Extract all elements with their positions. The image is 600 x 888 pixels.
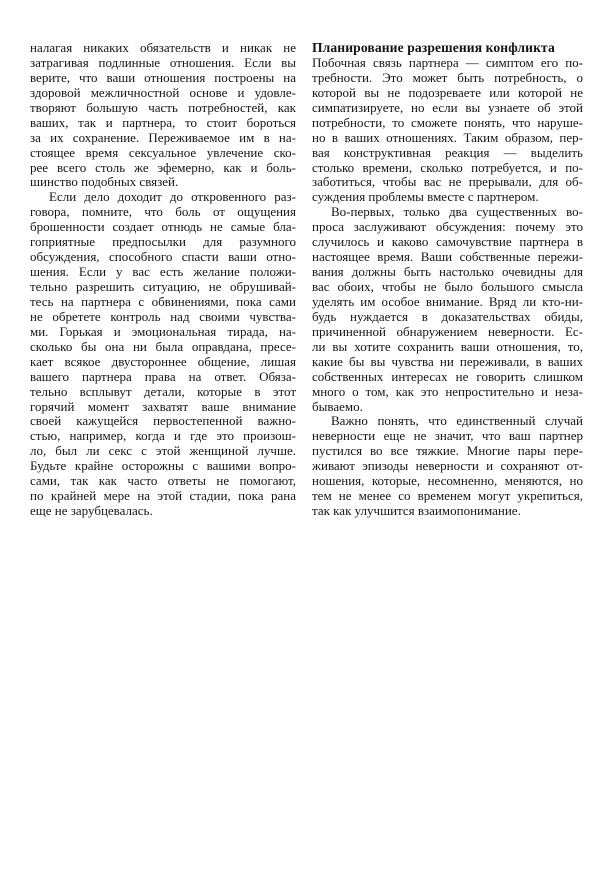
text-line: пустился во все тяжкие. Многие пары пере- xyxy=(312,443,583,459)
text-line: сколько бы она ни была оправдана, пресе- xyxy=(30,338,296,354)
text-line: кает всякое двустороннее общение, лишая xyxy=(30,353,296,369)
text-line: столько времени, сколько потребуется, и по- xyxy=(312,159,583,175)
text-line: ношения, которые, несомненно, меняются, но xyxy=(312,473,583,489)
text-line: верите, что ваши отношения построены на xyxy=(30,69,296,85)
text-line: стью, например, когда и где это произош- xyxy=(30,428,296,444)
text-line: много о том, как это непростительно и неза- xyxy=(312,383,583,399)
left-text-column xyxy=(30,41,296,519)
text-line: вашего партнера права на ответ. Обяза- xyxy=(30,368,296,384)
text-line: заботиться, чтобы вас не прерывали, для об- xyxy=(312,174,583,190)
text-line: горячий момент захватят ваше внимание xyxy=(30,398,296,414)
text-line: так как улучшится взаимопонимание. xyxy=(312,503,521,519)
text-line: потребности, то сможете понять, что наруше- xyxy=(312,114,583,130)
text-line: за их сохранение. Переживаемое им в на- xyxy=(30,129,296,145)
text-line: причиненной обнаружением неверности. Ес- xyxy=(312,323,583,339)
text-line: настоящее время. Ваши собственные пережи- xyxy=(312,249,583,265)
text-line: Побочная связь партнера — симптом его по- xyxy=(312,54,583,70)
text-line: какие бы вы чувства ни переживали, в ваших xyxy=(312,353,583,369)
text-line: неверности еще не значит, что ваш партнер xyxy=(312,428,583,444)
text-line: Будьте крайне осторожны с вашими вопро- xyxy=(30,458,296,474)
text-line: Если дело доходит до откровенного раз- xyxy=(49,189,296,205)
text-line: случилось и каково самочувствие партнера в xyxy=(312,234,583,250)
text-line: сами, так как часто ответы не помогают, xyxy=(30,473,296,489)
right-column-body xyxy=(312,56,583,519)
text-line: живают эпизоды неверности и сохраняют от- xyxy=(312,458,583,474)
text-line: требности. Это может быть потребность, о xyxy=(312,69,583,85)
text-line: по крайней мере на этой стадии, пока рана xyxy=(30,488,296,504)
text-line: ми. Горькая и эмоциональная тирада, на- xyxy=(30,323,296,339)
text-line: здоровой межличностной основе и удовле- xyxy=(30,84,296,100)
text-line: которой вы не подозреваете или которой не xyxy=(312,84,583,100)
text-line: рее всего столь же эфемерно, как и боль- xyxy=(30,159,296,175)
text-line: ли вы хотите сохранить ваши отношения, то, xyxy=(312,338,583,354)
text-line: ло, был ли секс с этой женщиной лучше. xyxy=(30,443,296,459)
text-line: брошенности создает отнюдь не самые бла- xyxy=(30,219,296,235)
text-line: симпатизируете, но если вы узнаете об этой xyxy=(312,99,583,115)
text-line: но в ваших отношениях. Таким образом, пер- xyxy=(312,129,583,145)
text-line: вая конструктивная реакция — выделить xyxy=(312,144,583,160)
text-line: налагая никаких обязательств и никак не xyxy=(30,40,296,55)
text-line: будь нуждается в доказательствах обиды, xyxy=(312,308,583,324)
text-line: ваших, так и партнера, то стоит бороться xyxy=(30,114,296,130)
text-line: тесь на партнера с обвинениями, пока сами xyxy=(30,293,296,309)
text-line: гоприятные предпосылки для разумного xyxy=(30,234,296,250)
text-line: не обретете контроль над своими чувства- xyxy=(30,308,296,324)
text-line: уделять им особое внимание. Вряд ли кто-ни- xyxy=(312,293,583,309)
text-line: суждения проблемы вместе с партнером. xyxy=(312,189,539,205)
text-line: стоящее время сексуальное увлечение ско- xyxy=(30,144,296,160)
text-line: Важно понять, что единственный случай xyxy=(331,413,583,429)
text-line: вас обоих, чтобы не было большого смысла xyxy=(312,279,583,294)
section-heading: Планирование разрешения конфликта xyxy=(312,40,555,55)
text-line: тем не менее со временем могут укрепиться, xyxy=(312,488,583,504)
text-line: Во-первых, только два существенных во- xyxy=(331,204,583,220)
text-line: вания должны быть настолько очевидны для xyxy=(312,264,583,280)
right-text-column xyxy=(312,41,583,519)
text-line: своей кажущейся первостепенной важно- xyxy=(30,413,296,429)
text-line: говора, помните, что боль от ощущения xyxy=(30,204,296,220)
text-line: затрагивая подлинные отношения. Если вы xyxy=(30,54,296,70)
text-line: шинство подобных связей. xyxy=(30,174,179,190)
text-line: тельно разрешить ситуацию, не обрушивай- xyxy=(30,279,296,294)
text-line: обсуждения, способного спасти ваши отно- xyxy=(30,249,296,265)
text-line: еще не зарубцевалась. xyxy=(30,503,153,519)
text-line: бываемо. xyxy=(312,398,363,414)
text-line: проса заслуживают обсуждения: почему это xyxy=(312,219,583,235)
text-line: собственных интересах не говорить слишком xyxy=(312,368,583,384)
text-line: шения. Если у вас есть желание положи- xyxy=(30,264,296,280)
text-line: тельно всплывут детали, которые в этот xyxy=(30,383,296,399)
text-line: творяют большую часть потребностей, как xyxy=(30,99,296,115)
